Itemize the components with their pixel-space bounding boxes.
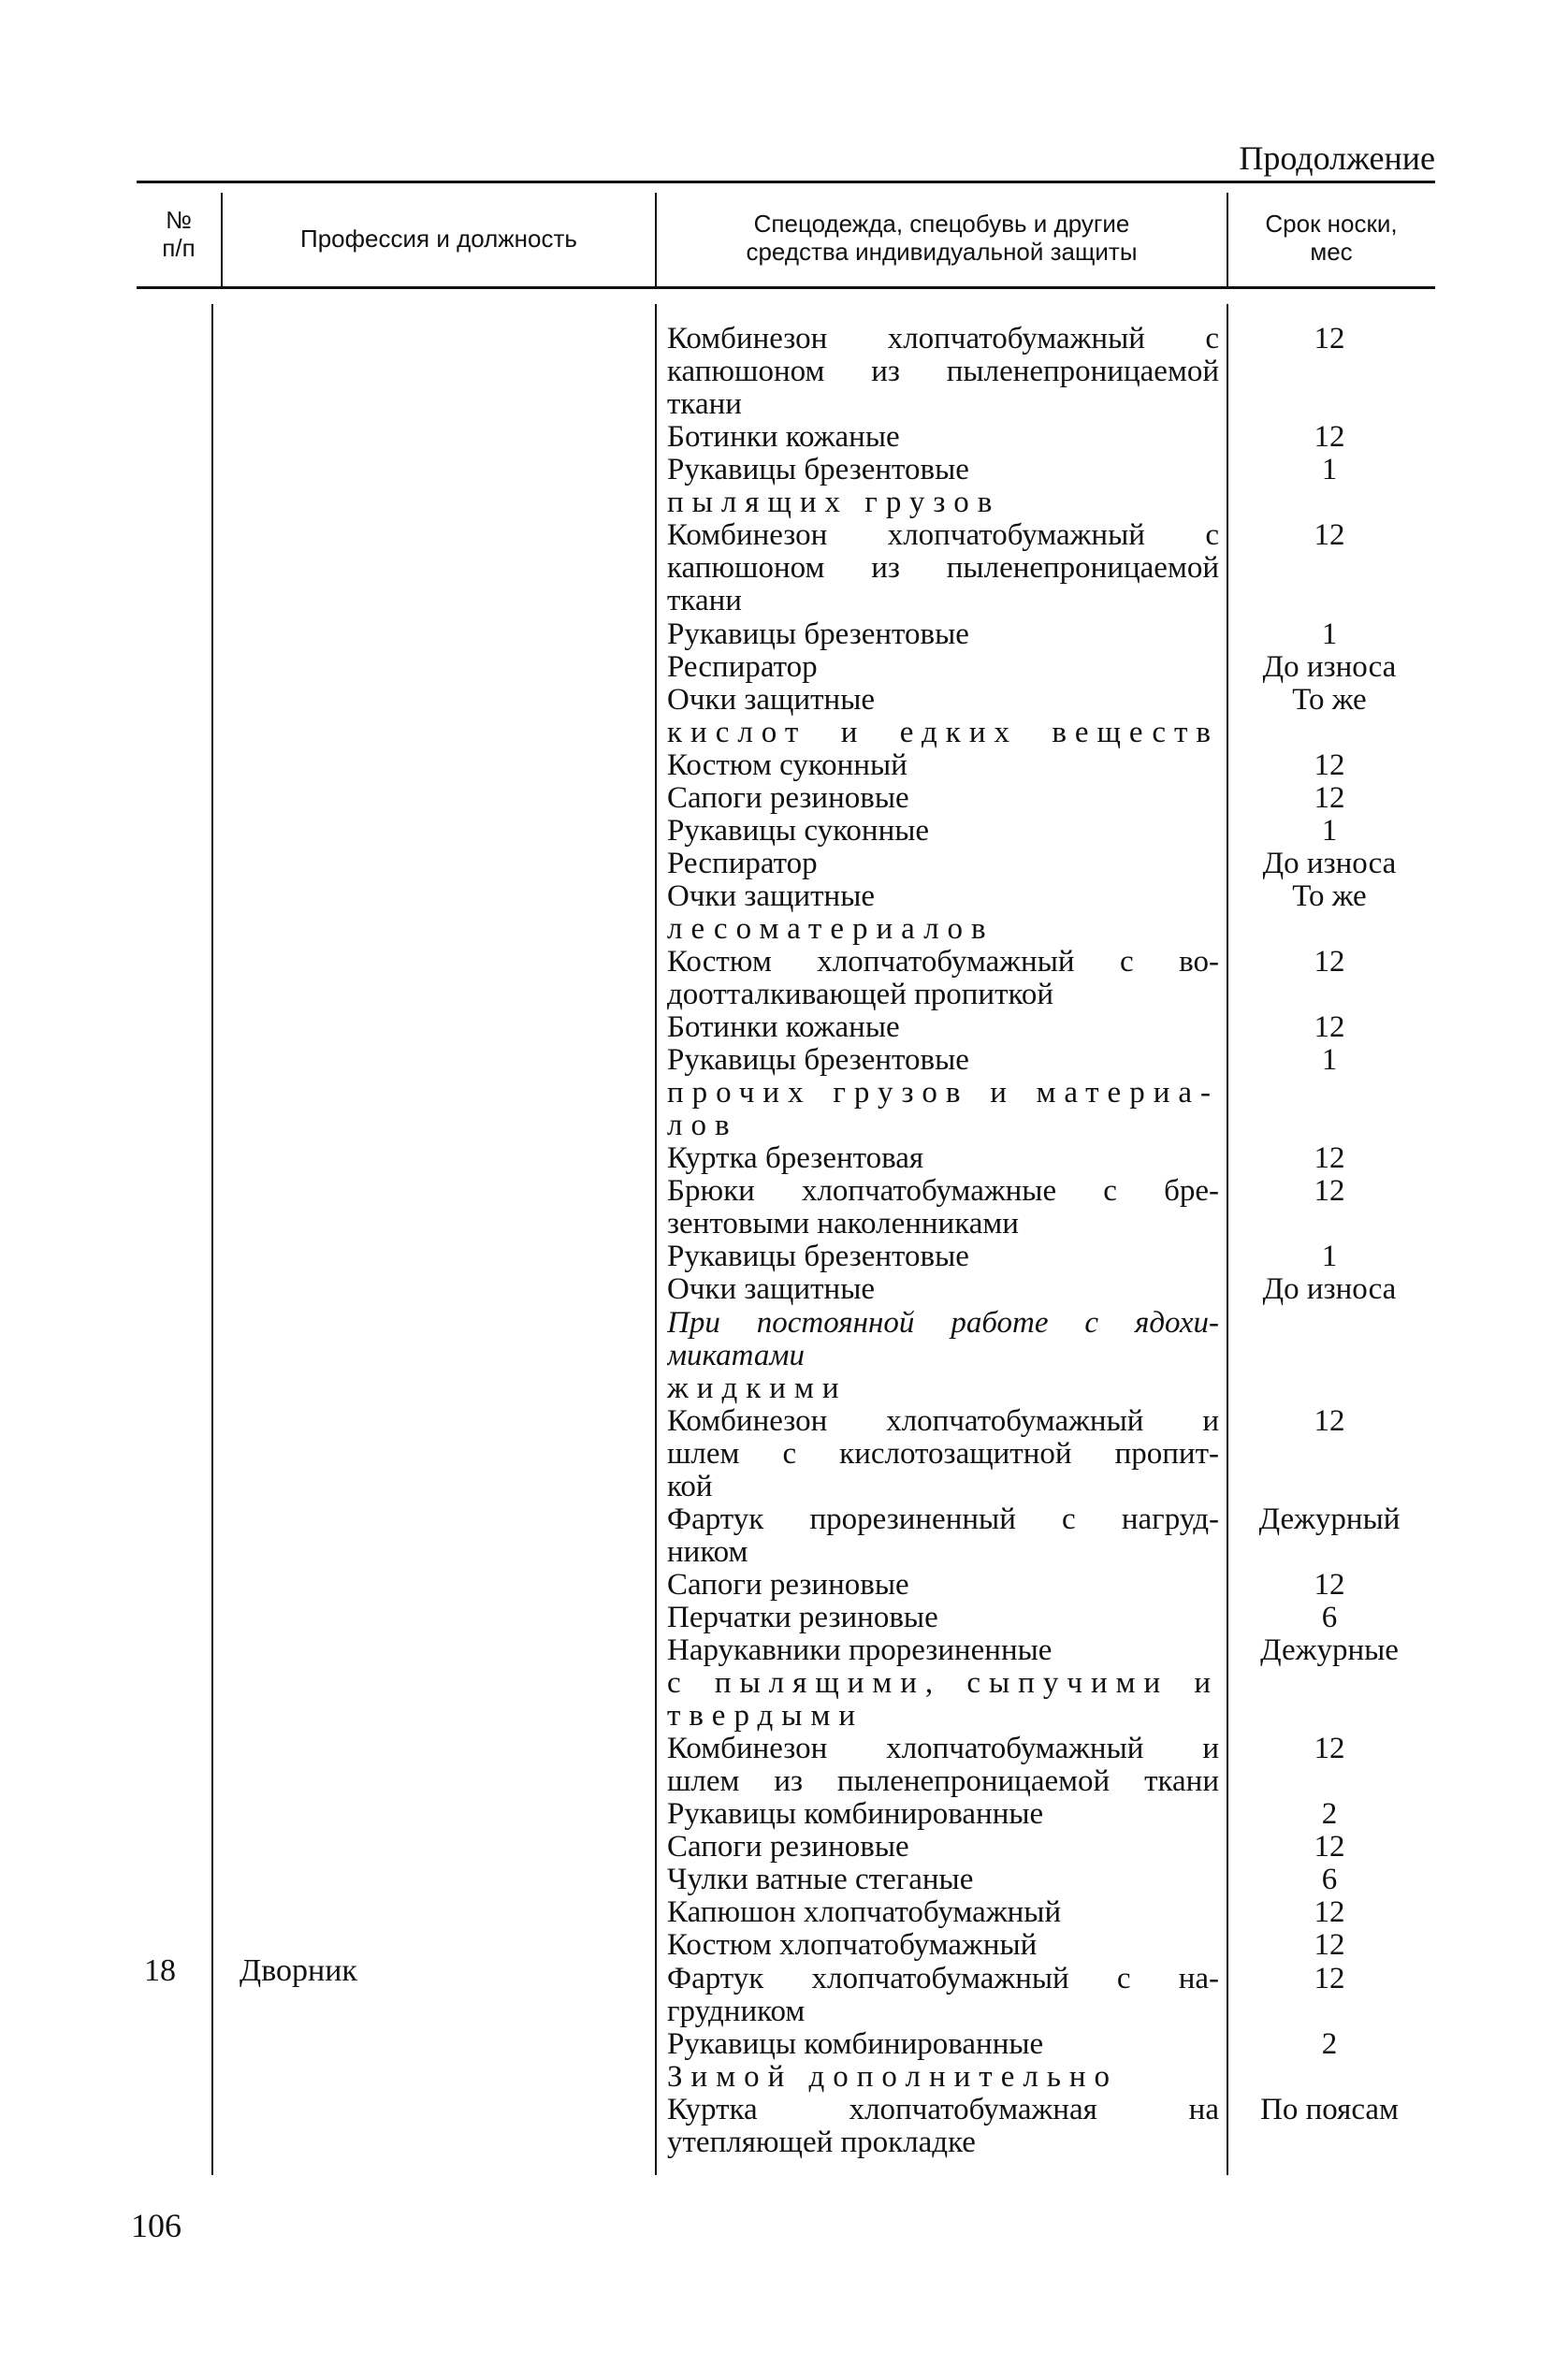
wear-term: То же — [1292, 682, 1367, 717]
continuation-label: Продолжение — [1239, 139, 1435, 177]
item-text: ткани — [667, 584, 742, 618]
table-row — [0, 1437, 1568, 1471]
table-row — [0, 847, 1568, 880]
item-text: ником — [667, 1534, 748, 1569]
item-text: Очки защитные — [667, 682, 876, 717]
table-row — [0, 1272, 1568, 1306]
table-row — [0, 1339, 1568, 1372]
table-row — [0, 617, 1568, 651]
table-row — [0, 1863, 1568, 1896]
table-row — [0, 1633, 1568, 1667]
header-col-items: Спецодежда, спецобувь и другие средства индивидуальной защиты — [746, 210, 1138, 266]
wear-term: 12 — [1314, 1732, 1345, 1766]
table-row — [0, 1830, 1568, 1864]
table-row — [0, 1306, 1568, 1340]
item-text: Нарукавники прорезиненные — [667, 1633, 1053, 1667]
table-row — [0, 1010, 1568, 1044]
item-text: Комбинезон хлопчатобумажный с — [667, 322, 1219, 355]
item-text: Куртка хлопчатобумажная на — [667, 2092, 1219, 2126]
wear-term: 12 — [1314, 1830, 1345, 1864]
item-text: Чулки ватные стеганые — [667, 1863, 974, 1897]
wear-term: То же — [1292, 878, 1367, 913]
item-text: Рукавицы комбинированные — [667, 1797, 1044, 1832]
wear-term: 1 — [1321, 1240, 1338, 1274]
table-row — [0, 748, 1568, 782]
table-top-rule — [137, 181, 1435, 183]
item-text: Ботинки кожаные — [667, 1010, 900, 1044]
wear-term: 1 — [1321, 1043, 1338, 1078]
wear-term: До износа — [1262, 649, 1397, 684]
item-text: утепляющей прокладке — [667, 2125, 976, 2159]
item-text: Рукавицы брезентовые — [667, 1043, 969, 1078]
item-text: Костюм суконный — [667, 747, 907, 782]
item-text: ткани — [667, 387, 742, 422]
table-row — [0, 978, 1568, 1011]
table-row — [0, 1962, 1568, 1995]
table-row — [0, 650, 1568, 684]
table-row — [0, 1207, 1568, 1241]
table-row — [0, 486, 1568, 519]
item-text: шлем с кислотозащитной пропит- — [667, 1436, 1219, 1471]
table-row — [0, 1568, 1568, 1602]
table-row — [0, 2027, 1568, 2061]
table-row — [0, 1928, 1568, 1962]
table-row — [0, 518, 1568, 552]
item-text: Респиратор — [667, 649, 818, 684]
item-text: Рукавицы брезентовые — [667, 453, 969, 487]
item-text: Сапоги резиновые — [667, 1567, 909, 1602]
table-row — [0, 1043, 1568, 1077]
item-text: кой — [667, 1469, 713, 1503]
table-row — [0, 879, 1568, 913]
item-text: твердыми — [667, 1699, 864, 1734]
item-text: Рукавицы комбинированные — [667, 2026, 1044, 2061]
item-text: пылящих грузов — [667, 486, 1001, 520]
wear-term: 12 — [1314, 747, 1345, 782]
wear-term: 1 — [1321, 813, 1338, 848]
wear-term: 12 — [1314, 420, 1345, 455]
item-text: жидкими — [667, 1371, 848, 1405]
item-text: Комбинезон хлопчатобумажный и — [667, 1732, 1219, 1766]
item-text: микатами — [667, 1338, 805, 1372]
table-row — [0, 1404, 1568, 1438]
item-text: Очки защитные — [667, 878, 876, 913]
wear-term: 12 — [1314, 1174, 1345, 1209]
table-row — [0, 322, 1568, 355]
table-row — [0, 1240, 1568, 1273]
item-text: Сапоги резиновые — [667, 1830, 909, 1864]
item-text: Рукавицы суконные — [667, 813, 930, 848]
item-text: Костюм хлопчатобумажный — [667, 1928, 1038, 1963]
wear-term: 12 — [1314, 1928, 1345, 1963]
item-text: Куртка брезентовая — [667, 1141, 924, 1176]
item-text: Комбинезон хлопчатобумажный с — [667, 518, 1219, 553]
table-row — [0, 912, 1568, 946]
table-row — [0, 1732, 1568, 1765]
header-col-num: № п/п — [162, 206, 196, 262]
table-row — [0, 716, 1568, 749]
wear-term: Дежурные — [1260, 1633, 1399, 1667]
wear-term: 1 — [1321, 453, 1338, 487]
table-row — [0, 1995, 1568, 2028]
item-text: грудником — [667, 1994, 806, 2028]
table-row — [0, 1371, 1568, 1405]
table-row — [0, 781, 1568, 815]
header-col-term: Срок носки, мес — [1265, 210, 1398, 266]
item-text: зентовыми наколенниками — [667, 1207, 1019, 1241]
row-number: 18 — [144, 1953, 176, 1988]
wear-term: 12 — [1314, 780, 1345, 815]
table-row — [0, 683, 1568, 717]
wear-term: По поясам — [1260, 2092, 1399, 2126]
table-row — [0, 551, 1568, 585]
item-text: лов — [667, 1109, 738, 1143]
item-text: капюшоном из пыленепроницаемой — [667, 551, 1219, 586]
item-text: капюшоном из пыленепроницаемой — [667, 355, 1219, 389]
table-row — [0, 1601, 1568, 1634]
table-row — [0, 2060, 1568, 2094]
item-text: Рукавицы брезентовые — [667, 1240, 969, 1274]
item-text: доотталкивающей пропиткой — [667, 978, 1054, 1011]
item-text: Сапоги резиновые — [667, 780, 909, 815]
wear-term: 12 — [1314, 322, 1345, 355]
table-row — [0, 1666, 1568, 1700]
item-text: с пылящими, сыпучими и — [667, 1666, 1219, 1700]
item-text: Комбинезон хлопчатобумажный и — [667, 1403, 1219, 1438]
item-text: Фартук прорезиненный с нагруд- — [667, 1502, 1219, 1536]
item-text: Ботинки кожаные — [667, 420, 900, 455]
table-row — [0, 1895, 1568, 1929]
page-number: 106 — [131, 2207, 181, 2244]
item-text: Костюм хлопчатобумажный с во- — [667, 944, 1219, 979]
wear-term: 12 — [1314, 1961, 1345, 1995]
item-text: Рукавицы брезентовые — [667, 617, 969, 651]
item-text: Брюки хлопчатобумажные с бре- — [667, 1174, 1219, 1209]
table-row — [0, 387, 1568, 421]
item-text: шлем из пыленепроницаемой ткани — [667, 1764, 1219, 1799]
header-col-profession: Профессия и должность — [300, 225, 577, 253]
wear-term: Дежурный — [1258, 1502, 1401, 1536]
table-row — [0, 1535, 1568, 1569]
table-row — [0, 1502, 1568, 1536]
table-row — [0, 1764, 1568, 1798]
table-row — [0, 1076, 1568, 1110]
table-row — [0, 945, 1568, 979]
wear-term: 12 — [1314, 1141, 1345, 1176]
item-text: Фартук хлопчатобумажный с на- — [667, 1961, 1219, 1995]
table-row — [0, 1797, 1568, 1831]
wear-term: 6 — [1321, 1863, 1338, 1897]
wear-term: 12 — [1314, 518, 1345, 553]
wear-term: 12 — [1314, 944, 1345, 979]
table-row — [0, 1699, 1568, 1733]
wear-term: 6 — [1321, 1600, 1338, 1634]
item-text: Зимой дополнительно — [667, 2059, 1119, 2094]
wear-term: 12 — [1314, 1403, 1345, 1438]
table-row — [0, 420, 1568, 454]
table-row — [0, 1174, 1568, 1208]
table-row — [0, 584, 1568, 617]
wear-term: 2 — [1321, 1797, 1338, 1832]
table-row — [0, 1109, 1568, 1142]
table-row — [0, 453, 1568, 486]
wear-term: 12 — [1314, 1567, 1345, 1602]
table-row — [0, 1141, 1568, 1175]
item-text: Капюшон хлопчатобумажный — [667, 1895, 1062, 1930]
row-profession: Дворник — [240, 1953, 357, 1988]
table-row — [0, 355, 1568, 388]
item-text: лесоматериалов — [667, 911, 995, 946]
header-bottom-rule — [137, 286, 1435, 289]
item-text: Перчатки резиновые — [667, 1600, 938, 1634]
item-text: прочих грузов и материа- — [667, 1076, 1219, 1110]
wear-term: 12 — [1314, 1010, 1345, 1044]
wear-term: 1 — [1321, 617, 1338, 651]
table-row — [0, 814, 1568, 848]
table-row — [0, 2093, 1568, 2126]
table-row — [0, 2126, 1568, 2159]
item-text: Респиратор — [667, 846, 818, 880]
wear-term: До износа — [1262, 846, 1397, 880]
item-text: кислот и едких веществ — [667, 715, 1219, 749]
wear-term: 2 — [1321, 2026, 1338, 2061]
item-text: При постоянной работе с ядохи- — [667, 1305, 1219, 1340]
wear-term: До износа — [1262, 1272, 1397, 1307]
item-text: Очки защитные — [667, 1272, 876, 1307]
wear-term: 12 — [1314, 1895, 1345, 1930]
table-row — [0, 1470, 1568, 1503]
